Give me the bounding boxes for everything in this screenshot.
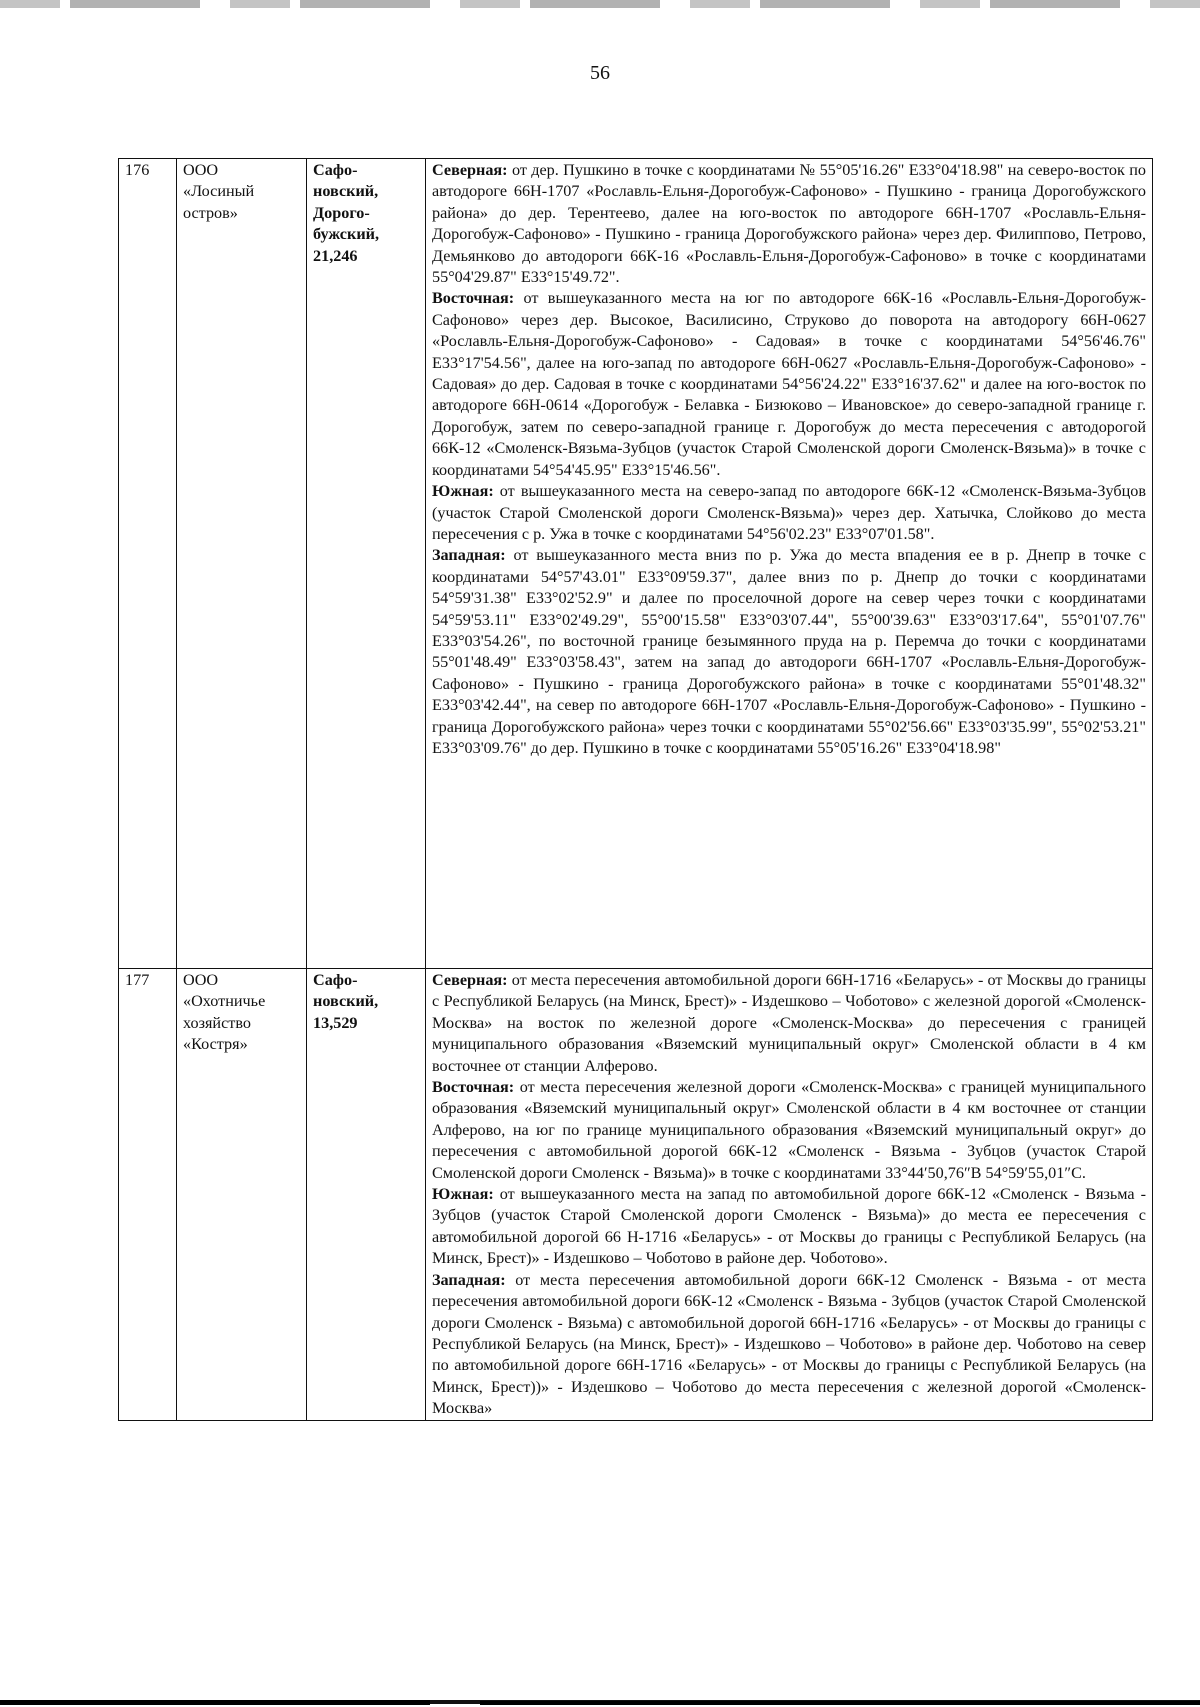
district-line: 13,529: [313, 1013, 358, 1032]
boundary-description: [426, 159, 1153, 969]
district-area: [307, 969, 426, 1421]
boundary-east: [432, 1077, 1146, 1184]
scan-artifact-top: [0, 0, 1200, 8]
district-line: Дорого-: [313, 203, 370, 222]
boundary-text: от вышеуказанного места на запад по автомобильной дороге 66К-12 «Смоленск - Вязьма - Зубцов (участок Старой Смоленской дороги Смоленск - Вязьма)» до места ее пересечения с автомобильной дорогой 66 Н-1716 «Беларусь» - от Москвы до границы с Республикой Беларусь (на Минск, Брест)» - Издешково – Чоботово в районе дер. Чоботово».: [432, 1185, 1146, 1268]
district-line: Сафо-: [313, 971, 358, 989]
boundary-south: [432, 481, 1146, 545]
boundary-label: Восточная:: [432, 1078, 515, 1097]
district-line: новский,: [313, 992, 379, 1011]
boundary-label: Восточная:: [432, 289, 515, 308]
boundary-text: от вышеуказанного места на юг по автодороге 66К-16 «Рославль-Ельня-Дорогобуж-Сафоново» через дер. Высокое, Василисино, Струково до поворота на автодорогу 66Н-0627 «Рославль-Ельня-Дорогобуж-Сафоново» - Садовая» в точке с координатами 54°56'46.76" E33°17'54.56", далее на юго-запад по автодороге 66Н-0627 «Рославль-Ельня-Дорогобуж-Сафоново» - Садовая» до дер. Садовая в точке с координатами 54°56'24.22" E33°16'37.62" и далее на юго-восток по автодороге 66Н-0614 «Дорогобуж - Белавка - Бизюково – Ивановское» до северо-западной границе г. Дорогобуж, затем по северо-западной границе г. Дорогобуж до места пересечения с автодорогой 66К-12 «Смоленск-Вязьма-Зубцов (участок Старой Смоленской дороги Смоленск-Вязьма)» в точке с координатами 54°54'45.95" E33°15'46.56".: [432, 289, 1146, 479]
district-line: 21,246: [313, 246, 358, 265]
boundary-label: Западная:: [432, 546, 506, 565]
org-line: остров»: [183, 203, 238, 222]
org-line: «Охотничье: [183, 992, 266, 1011]
org-line: хозяйство: [183, 1013, 251, 1032]
district-line: новский,: [313, 182, 379, 201]
org-line: ООО: [183, 971, 219, 989]
boundary-label: Северная:: [432, 971, 508, 989]
page-number: 56: [590, 62, 610, 84]
boundary-west: [432, 545, 1146, 759]
boundary-label: Южная:: [432, 482, 494, 501]
boundary-label: Южная:: [432, 1185, 494, 1204]
table-row: [119, 969, 1153, 1421]
boundary-text: от дер. Пушкино в точке с координатами № 55°05'16.26" E33°04'18.98" на северо-восток по автодороге 66Н-1707 «Рославль-Ельня-Дорогобуж-Сафоново» - Пушкино - граница Дорогобужского района» до дер. Терентеево, далее на юго-восток по автодороге 66Н-1707 «Рославль-Ельня-Дорогобуж-Сафоново» - Пушкино - граница Дорогобужского района» через дер. Филиппово, Петрово, Демьянково до автодороги 66К-16 «Рославль-Ельня-Дорогобуж-Сафоново» в точке с координатами 55°04'29.87" E33°15'49.72".: [432, 161, 1146, 287]
row-number: 177: [119, 969, 177, 1421]
scan-artifact-segment: [0, 1700, 430, 1705]
boundary-east: [432, 288, 1146, 481]
scan-artifact-segment: [480, 1701, 1200, 1705]
boundary-table: [118, 158, 1153, 1421]
org-line: «Костря»: [183, 1035, 248, 1054]
district-area: [307, 159, 426, 969]
boundary-text: от вышеуказанного места вниз по р. Ужа до места впадения ее в р. Днепр в точке с координатами 54°57'43.01" E33°09'59.37", далее вниз по р. Днепр до точки с координатами 54°59'31.38" E33°02'52.9" и далее по проселочной дороге на север через точки с координатами 54°59'53.11" E33°02'49.29", 55°00'15.58" E33°03'07.44", 55°00'39.63" E33°03'17.64", 55°01'07.76" E33°03'54.26", по восточной границе безымянного пруда на р. Перемча до точки с координатами 55°01'48.49" E33°03'58.43", затем на запад до автодороги 66Н-1707 «Рославль-Ельня-Дорогобуж-Сафоново» - Пушкино - граница Дорогобужского района» в точке с координатами 55°01'48.32" E33°03'42.44", на север по автодороге 66Н-1707 «Рославль-Ельня-Дорогобуж-Сафоново» - Пушкино - граница Дорогобужского района» через точки с координатами 55°02'56.66" E33°03'35.99", 55°02'53.21" E33°03'09.76" до дер. Пушкино в точке с координатами 55°05'16.26" E33°04'18.98": [432, 546, 1146, 757]
boundary-north: [432, 970, 1146, 1077]
organization-name: [177, 159, 307, 969]
boundary-text: от места пересечения железной дороги «Смоленск-Москва» с границей муниципального образования «Вяземский муниципальный округ» Смоленской области в 4 км восточнее от станции Алферово, на юг по границе муниципального образования «Вяземский муниципальный округ» до пересечения с автомобильной дорогой 66К-12 «Смоленск - Вязьма - Зубцов (участок Старой Смоленской дороги Смоленск - Вязьма)» в точке с координатами 33°44′50,76″В 54°59′55,01″С.: [432, 1078, 1146, 1182]
district-line: бужский,: [313, 225, 380, 244]
org-line: «Лосиный: [183, 182, 255, 201]
organization-name: [177, 969, 307, 1421]
boundary-text: от места пересечения автомобильной дороги 66Н-1716 «Беларусь» - от Москвы до границы с Республикой Беларусь (на Минск, Брест)» - Издешково – Чоботово» с железной дорогой «Смоленск-Москва» на восток по железной дороге «Смоленск-Москва» до пересечения с границей муниципального образования «Вяземский муниципальный округ» Смоленской области в 4 км восточнее от станции Алферово.: [432, 971, 1146, 1075]
org-line: ООО: [183, 161, 219, 179]
boundary-south: [432, 1184, 1146, 1270]
boundary-west: [432, 1270, 1146, 1420]
boundary-text: от вышеуказанного места на северо-запад по автодороге 66К-12 «Смоленск-Вязьма-Зубцов (участок Старой Смоленской дороги Смоленск-Вязьма)» через дер. Хатычка, Слойково до места пересечения с р. Ужа в точке с координатами 54°56'02.23" E33°07'01.58".: [432, 482, 1146, 543]
row-number: 176: [119, 159, 177, 969]
boundary-description: [426, 969, 1153, 1421]
table-row: [119, 159, 1153, 969]
boundary-label: Северная:: [432, 161, 508, 179]
boundary-text: от места пересечения автомобильной дороги 66К-12 Смоленск - Вязьма - от места пересечения автомобильной дороги 66К-12 «Смоленск - Вязьма - Зубцов (участок Старой Смоленской дороги Смоленск - Вязьма) с автомобильной дорогой 66Н-1716 «Беларусь» - от Москвы до границы с Республикой Беларусь (на Минск, Брест)» - Издешково – Чоботово» в районе дер. Чоботово на север по автомобильной дороге 66Н-1716 «Беларусь» - от Москвы до границы с Республикой Беларусь (на Минск, Брест))» - Издешково – Чоботово до места пересечения с железной дорогой «Смоленск-Москва»: [432, 1270, 1146, 1418]
scan-artifact-bottom: [0, 1692, 1200, 1707]
boundary-label: Западная:: [432, 1270, 506, 1289]
boundary-north: [432, 160, 1146, 288]
district-line: Сафо-: [313, 161, 358, 179]
